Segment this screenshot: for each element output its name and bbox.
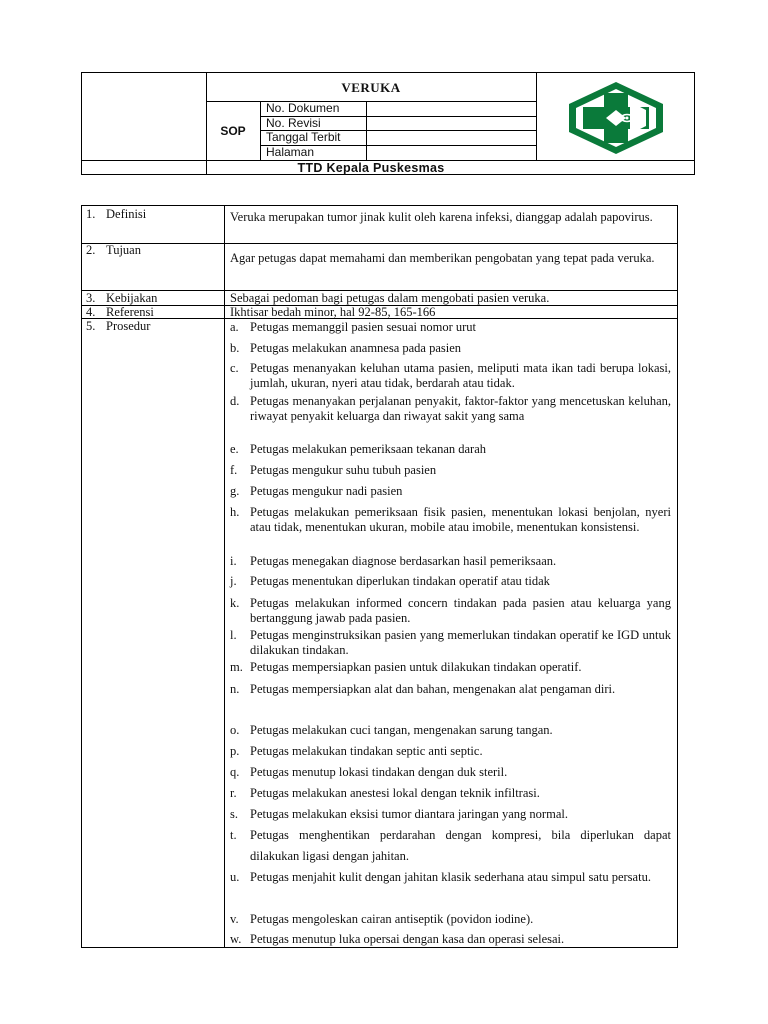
field-halaman: Halaman (266, 145, 315, 159)
row-content: Sebagai pedoman bagi petugas dalam mengobati pasien veruka. (230, 291, 550, 305)
row-label: Referensi (106, 305, 154, 319)
row-label: Kebijakan (106, 291, 158, 305)
procedure-step: m. Petugas mempersiapkan pasien untuk dilakukan tindakan operatif. (230, 660, 582, 674)
field-no-dokumen: No. Dokumen (266, 101, 340, 115)
procedure-step: l. Petugas menginstruksikan pasien yang memerlukan tindakan operatif ke IGD untuk dilakukan tindakan. (230, 628, 671, 657)
row-content: Veruka merupakan tumor jinak kulit oleh karena infeksi, dianggap adalah papovirus. (230, 210, 653, 224)
row-number: 5. (86, 319, 96, 333)
procedure-step: q. Petugas menutup lokasi tindakan dengan duk steril. (230, 765, 508, 779)
sop-label: SOP (220, 124, 246, 138)
row-label: Prosedur (106, 319, 151, 333)
row-label: Definisi (106, 207, 147, 221)
procedure-step: e. Petugas melakukan pemeriksaan tekanan darah (230, 442, 487, 456)
field-no-revisi: No. Revisi (266, 116, 321, 130)
row-content: Ikhtisar bedah minor, hal 92-85, 165-166 (230, 305, 436, 319)
procedure-step: u. Petugas menjahit kulit dengan jahitan klasik sederhana atau simpul satu persatu. (230, 870, 651, 884)
field-tanggal-terbit: Tanggal Terbit (266, 130, 341, 144)
procedure-step: o. Petugas melakukan cuci tangan, mengenakan sarung tangan. (230, 723, 553, 737)
procedure-step: t. Petugas menghentikan perdarahan dengan kompresi, bila diperlukan dapat dilakukan ligasi dengan jahitan. (230, 828, 671, 863)
document-title: VERUKA (341, 80, 401, 95)
procedure-step: r. Petugas melakukan anestesi lokal dengan teknik infiltrasi. (230, 786, 540, 800)
procedure-step: h. Petugas melakukan pemeriksaan fisik pasien, menentukan lokasi benjolan, nyeri atau tidak, menentukan ukuran, mobile atau imobile, menentukan konsistensi. (230, 505, 671, 534)
row-number: 1. (86, 207, 96, 221)
procedure-step: g. Petugas mengukur nadi pasien (230, 484, 403, 498)
procedure-step: w. Petugas menutup luka opersai dengan kasa dan operasi selesai. (230, 932, 565, 946)
procedure-step: v. Petugas mengoleskan cairan antiseptik (povidon iodine). (230, 912, 534, 926)
procedure-step: s. Petugas melakukan eksisi tumor diantara jaringan yang normal. (230, 807, 568, 821)
puskesmas-logo (566, 80, 666, 156)
procedure-step: c. Petugas menanyakan keluhan utama pasien, meliputi mata ikan tadi berupa lokasi, jumlah, ukuran, nyeri atau tidak, berdarah atau tidak. (230, 361, 671, 390)
procedure-step: n. Petugas mempersiapkan alat dan bahan, mengenakan alat pengaman diri. (230, 682, 616, 696)
procedure-step: a. Petugas memanggil pasien sesuai nomor urut (230, 320, 477, 334)
row-content: Agar petugas dapat memahami dan memberikan pengobatan yang tepat pada veruka. (230, 251, 655, 265)
procedure-step: i. Petugas menegakan diagnose berdasarkan hasil pemeriksaan. (230, 554, 557, 568)
procedure-step: d. Petugas menanyakan perjalanan penyakit, faktor-faktor yang mencetuskan keluhan, riwayat penyakit keluarga dan riwayat sakit yang sama (230, 394, 671, 423)
row-number: 2. (86, 243, 96, 257)
signature-label: TTD Kepala Puskesmas (297, 161, 445, 175)
row-label: Tujuan (106, 243, 141, 257)
procedure-step: b. Petugas melakukan anamnesa pada pasien (230, 341, 462, 355)
procedure-step: j. Petugas menentukan diperlukan tindakan operatif atau tidak (230, 574, 550, 588)
procedure-step: k. Petugas melakukan informed concern tindakan pada pasien atau keluarga yang bertanggung jawab pada pasien. (230, 596, 671, 625)
procedure-step: f. Petugas mengukur suhu tubuh pasien (230, 463, 437, 477)
row-number: 3. (86, 291, 96, 305)
procedure-step: p. Petugas melakukan tindakan septic anti septic. (230, 744, 483, 758)
row-number: 4. (86, 305, 96, 319)
